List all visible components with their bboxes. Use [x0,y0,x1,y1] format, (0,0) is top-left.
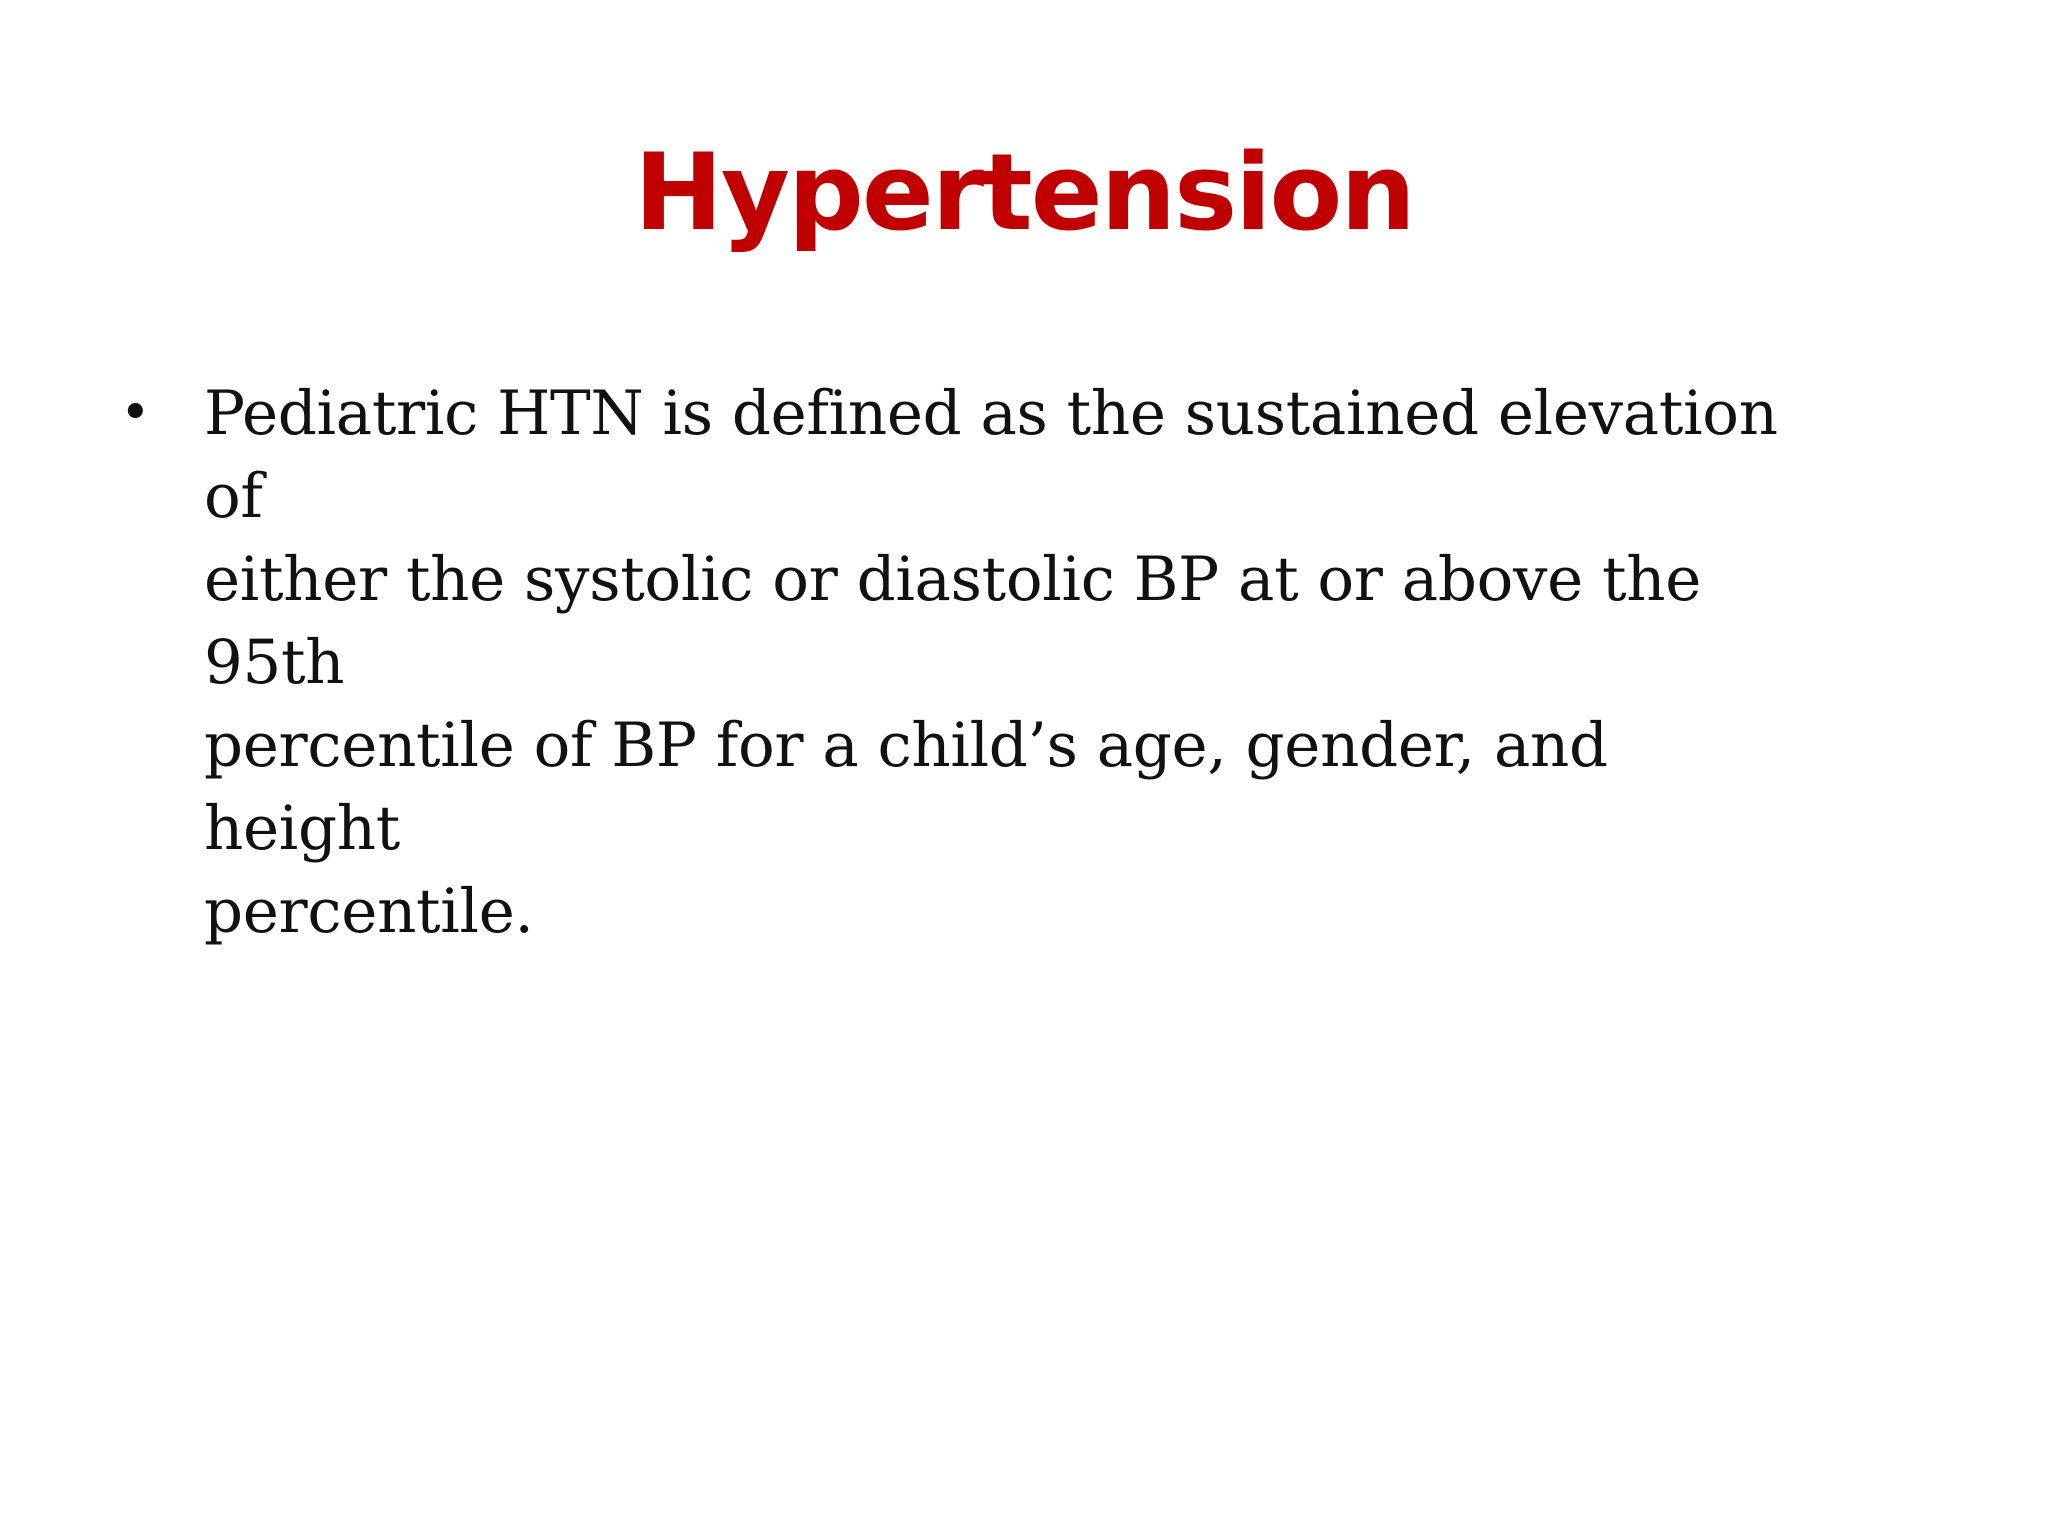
slide-title: Hypertension [634,131,1414,254]
bullet-line-1: Pediatric HTN is defined as the sustained elevation of [204,378,1778,532]
bullet-item [120,372,1820,953]
bullet-list [120,372,1820,953]
bullet-line-4: percentile. [204,876,534,947]
bullet-line-2: either the systolic or diastolic BP at or above the 95th [204,544,1702,698]
bullet-line-3: percentile of BP for a child’s age, gender, and height [204,710,1608,864]
bullet-dot-icon: • [120,383,151,443]
